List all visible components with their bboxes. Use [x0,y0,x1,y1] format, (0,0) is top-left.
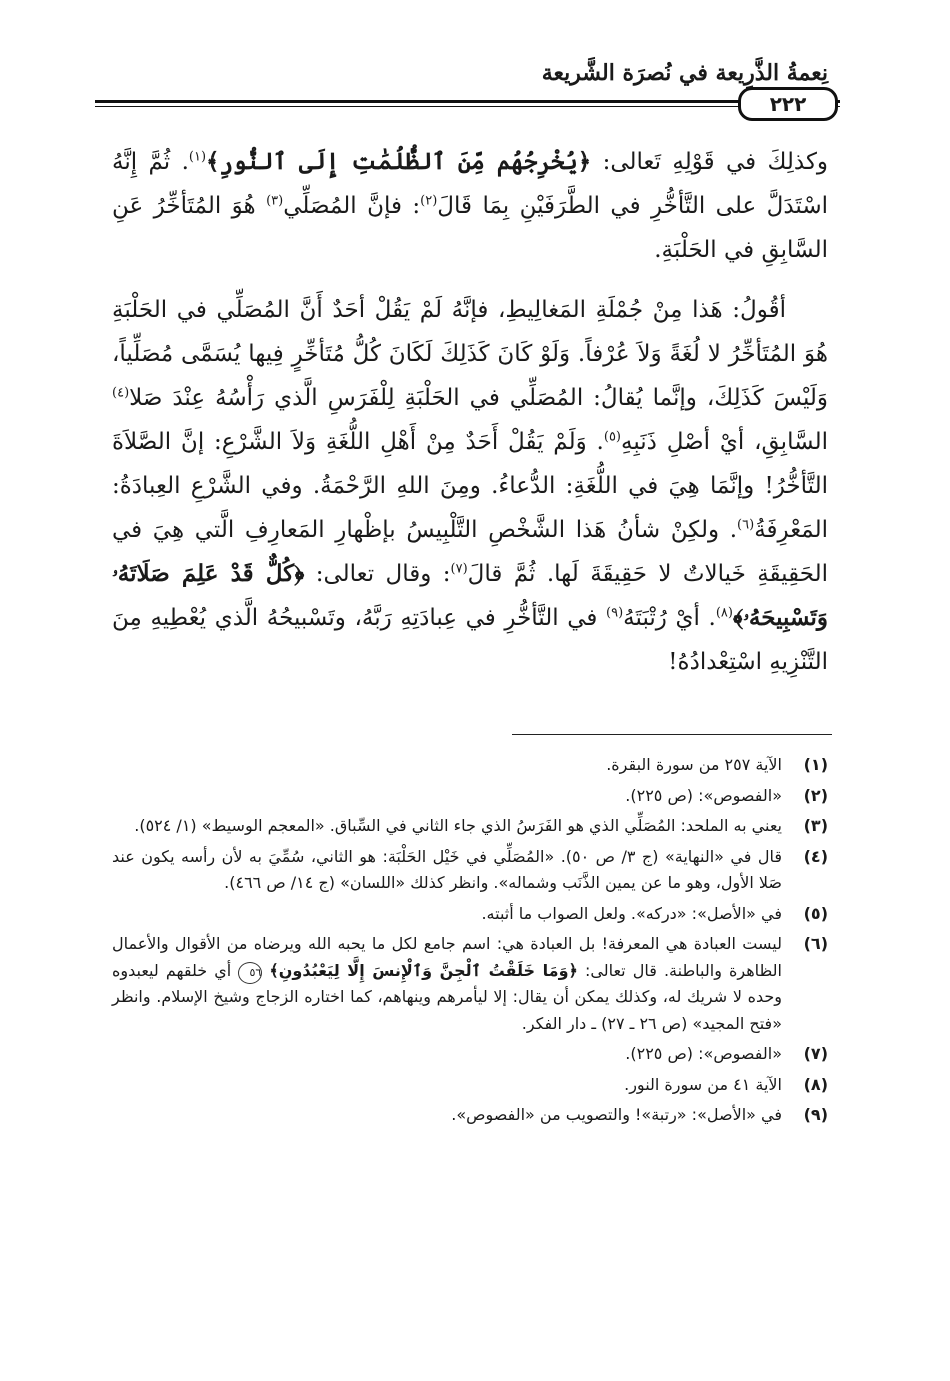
footnote-ref-1[interactable]: (١) [188,149,207,165]
p2-text-g: في التَّأخُّرِ في عِبادَتِهِ رَبَّهُ، وتَسْبيحُهُ الَّذي يُعْطِيهِ مِنَ التَّنْزِيهِ اسْتِعْدادُهُ! [112,605,828,675]
footnote-6 [112,931,828,1037]
footnote-number: (١) [803,755,828,774]
paragraph-1 [112,140,828,272]
footnote-number: (٧) [803,1044,828,1063]
footnote-quran-verse: ﴿وَمَا خَلَقْتُ ٱلْجِنَّ وَٱلْإِنسَ إِلَّا لِيَعْبُدُونِ﴾ [269,960,578,980]
footnote-3 [112,813,828,840]
footnote-ref-2[interactable]: (٢) [420,193,438,209]
footnote-text: في «الأصل»: «رتبة»! والتصويب من «الفصوص». [451,1105,782,1124]
footnotes [112,752,828,1133]
p2-text-d: . ولكِنْ شأنُ هَذا الشَّخْصِ التَّلْبِيسُ بإظْهارِ المَعارِفِ الَّتي هِيَ في الحَقِيقَةِ خَيالاتٌ لا حَقِيقَةَ لَها. ثُمَّ قالَ [112,517,828,587]
footnote-number: (٤) [803,846,828,866]
p2-text-c: . وَلَمْ يَقُلْ أَحَدٌ مِنْ أَهْلِ اللُّغَةِ وَلاَ الشَّرْعِ: إنَّ الصَّلاَةَ التَّأخُّرُ! وإنَّمَا هِيَ في اللُّغَةِ: الدُّعاءُ. ومِنَ اللهِ الرَّحْمَةُ. وفي الشَّرْعِ العِبادَةُ: المَعْرِفَةُ [112,429,828,543]
quran-verse-1: ﴿يُخْرِجُهُم مِّنَ ٱلظُّلُمَٰتِ إِلَى ٱلنُّورِ﴾ [206,148,592,175]
p1-text-a: وكذلِكَ في قَوْلِهِ تَعالى: [591,149,829,175]
footnote-ref-6[interactable]: (٦) [737,517,755,533]
footnote-5 [112,901,828,928]
footnote-8 [112,1072,828,1099]
header-rule [95,100,840,107]
p2-text-a: أقُولُ: هَذا مِنْ جُمْلَةِ المَغالِيطِ، فإنَّهُ لَمْ يَقُلْ أحَدٌ أَنَّ المُصَلِّي في الحَلْبَةِ هُوَ المُتَأخِّرُ لا لُغَةً وَلاَ عُرْفاً. وَلَوْ كَانَ كَذَلِكَ لَكَانَ كُلُّ مُتَأخِّرٍ فِيها يُسَمَّى مُصَلِّياً، وَلَيْسَ كَذَلِكَ، وإنَّما يُقالُ: المُصَلِّي في الحَلْبَةِ لِلْفَرَسِ الَّذي رَأْسُهُ عِنْدَ صَلا [112,297,828,411]
footnote-2 [112,783,828,810]
footnote-ref-3[interactable]: (٣) [266,193,284,209]
footnote-text: يعني به الملحد: المُصَلِّي الذي هو الفَرَسُ الذي جاء الثاني في السِّباق. «المعجم الوسيط» (١/ ٥٢٤). [134,816,782,835]
footnote-text: قال في «النهاية» (ج ٣/ ص ٥٠). «المُصَلِّي في خَيْل الحَلْبَة: هو الثاني، سُمِّيَ به لأن رأسه يكون عند صَلا الأول، وهو ما عن يمين الذَّنَب وشماله». وانظر كذلك «اللسان» (ج ١٤/ ص ٤٦٦). [112,846,782,892]
footnote-ref-5[interactable]: (٥) [603,429,621,445]
p1-text-d: هُوَ المُتَأخِّرُ عَنِ السَّابِقِ في الحَلْبَةِ. [112,193,828,263]
footnote-text: الآية ٤١ من سورة النور. [624,1074,782,1094]
footnote-4 [112,844,828,897]
footnote-number: (٩) [803,1105,828,1124]
footnote-6-text-a: ليست العبادة هي المعرفة! بل العبادة هي: اسم جامع لكل ما يحبه الله ويرضاه من الأقوال والأعمال الظاهرة والباطنة. قال تعالى: [112,934,782,980]
footnote-ref-7[interactable]: (٧) [450,561,468,577]
p2-text-e: : وقال تعالى: [304,561,451,587]
footnote-ref-4[interactable]: (٤) [112,385,130,401]
footnote-9 [112,1102,828,1129]
footnote-number: (٥) [803,903,828,923]
footnote-ref-8[interactable]: (٨) [715,605,733,621]
footnote-6-text-b: أي خلقهم ليعبدوه وحده لا شريك له، وكذلك يمكن أن يقال: إلا ليأمرهم وينهاهم، كما اختاره الزجاج وشيخ الإسلام. وانظر «فتح المجيد» (ص ٢٦ ـ ٢٧) ـ دار الفكر. [112,960,782,1033]
p1-text-c: : فإنَّ المُصَلِّي [283,193,421,219]
footnote-number: (٣) [803,816,828,835]
paragraph-2 [112,288,828,684]
main-text [112,140,828,684]
footnote-ref-9[interactable]: (٩) [606,605,624,621]
footnote-text: «الفصوص»: (ص ٢٢٥). [625,785,782,805]
footnote-1 [112,752,828,779]
footnote-text: الآية ٢٥٧ من سورة البقرة. [606,755,782,774]
page-number: ٢٢٢ [738,87,838,121]
p1-text-b: . ثُمَّ إِنَّهُ اسْتَدَلَّ على التَّأخُّرِ في الطَّرَفَيْنِ بِمَا قَالَ [112,149,828,219]
footnote-number: (٦) [803,934,828,953]
footnote-text: «الفصوص»: (ص ٢٢٥). [625,1044,782,1063]
footnote-number: (٨) [803,1074,828,1094]
ayah-number-icon: ٥٦ [238,962,262,984]
footnote-text: في «الأصل»: «دركه». ولعل الصواب ما أثبته. [481,903,782,923]
p2-text-f: . أيْ رُتْبَتَهُ [623,605,716,631]
footnote-text [112,931,782,1037]
footnote-separator [512,734,832,735]
footnote-7 [112,1041,828,1068]
footnote-number: (٢) [803,785,828,805]
p2-text-b: السَّابِقِ، أيْ أصْلِ ذَنَبِهِ [621,429,828,455]
quran-verse-2: ﴿كُلٌّ قَدْ عَلِمَ صَلَاتَهُۥ وَتَسْبِيحَهُۥ﴾ [112,560,828,631]
running-title: نِعمةُ الذَّرِيعة في نُصرَة الشَّريعة [541,60,828,86]
